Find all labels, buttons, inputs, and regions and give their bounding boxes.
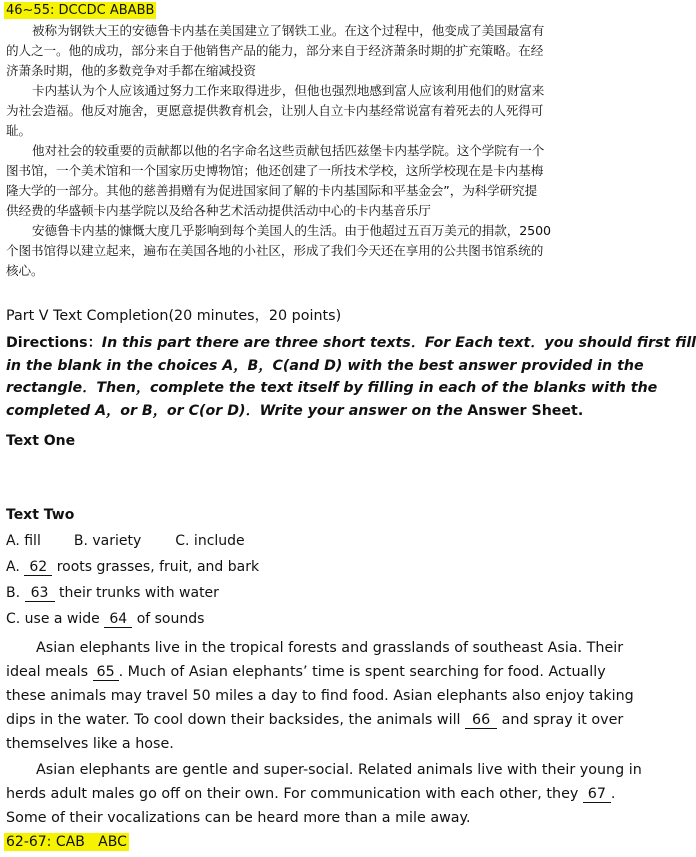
text-line: 耻。 [6,123,31,138]
text-line [6,782,616,806]
directions-line: rectangle．Then，complete the text itself by filling in each of the blanks with the [6,380,658,396]
text-line: 安德鲁卡内基的慷慨大度几乎影响到每个美国人的生活。由于他超过五百万美元的捐款，2500 [32,223,551,238]
text-line: 为社会造福。他反对施舍，更愿意提供教育机会，让别人自立卡内基经常说富有着死去的人死得可 [6,103,544,118]
part-title: Part V Text Completion(20 minutes，20 points) [6,308,342,324]
text-segment: dips in the water. To cool down their backsides, the animals will [6,712,461,728]
option-text: their trunks with water [58,585,219,601]
text-line: 济萧条时期，他的多数竞争对手都在缩减投资 [6,63,256,78]
text-line: themselves like a hose. [6,736,174,752]
option-text: roots grasses, fruit, and bark [56,559,260,575]
text-two-heading: Text Two [6,507,75,523]
chinese-paragraph-4 [6,221,594,281]
text-segment: ideal meals [6,664,89,680]
text-line: 的人之一。他的成功，部分来自于他销售产品的能力，部分来自于经济萧条时期的扩充策略。在经 [6,43,544,58]
text-line: 隆大学的一部分。其他的慈善捐赠有为促进国家间了解的卡内基国际和平基金会”，为科学研究提 [6,183,538,198]
option-label: B. [6,585,21,601]
option-label: C. use a wide [6,611,100,627]
text-line: 个图书馆得以建立起来，遍布在美国各地的小社区，形成了我们今天还在享用的公共图书馆系统的 [6,243,544,258]
highlighted-answers: 62-67: CAB ABC [6,834,127,850]
option-c [6,611,594,628]
text-segment: herds adult males go off on their own. For communication with each other, they [6,786,579,802]
blank-67: 67 [583,786,611,803]
elephant-paragraph-1 [6,636,634,756]
directions [6,332,696,422]
directions-line: completed A，or B，or C(or D)．Write your answer on the [6,402,463,419]
answer-key-62-67 [4,833,129,851]
text-line: these animals may travel 50 miles a day to find food. Asian elephants also enjoy taking [6,688,634,704]
blank-63: 63 [25,585,55,602]
choice-b: B. variety [73,533,142,549]
option-label: A. [6,559,20,575]
chinese-paragraph-3 [6,141,594,221]
blank-65: 65 [93,664,119,681]
text-line: 供经费的华盛顿卡内基学院以及给各种艺术活动提供活动中心的卡内基音乐厅 [6,203,431,218]
text-line: Asian elephants live in the tropical forests and grasslands of southeast Asia. Their [36,640,624,656]
text-line: Some of their vocalizations can be heard more than a mile away. [6,810,471,826]
word-choices [6,533,594,549]
choice-a: A. fill [6,533,41,549]
text-line: Asian elephants are gentle and super-social. Related animals live with their young in [36,762,642,778]
text-line: 卡内基认为个人应该通过努力工作来取得进步，但他也强烈地感到富人应该利用他们的财富来 [32,83,545,98]
text-line: 被称为钢铁大王的安德鲁卡内基在美国建立了钢铁工业。在这个过程中，他变成了美国最富有 [32,23,545,38]
elephant-paragraph-2 [6,758,642,830]
blank-62: 62 [24,559,52,576]
text-line: 图书馆，一个美术馆和一个国家历史博物馆；他还创建了一所技术学校，这所学校现在是卡内基梅 [6,163,544,178]
answer-key-46-55 [4,2,156,19]
choice-c: C. include [175,533,245,549]
directions-line: in the blank in the choices A，B，C(and D) with the best answer provided in the [6,357,644,374]
text-segment: . Much of Asian elephants’ time is spent searching for food. Actually [118,664,606,680]
text-segment: . [610,786,616,802]
answer-sheet-label: Answer Sheet. [467,402,584,419]
text-line: 他对社会的较重要的贡献都以他的名字命名这些贡献包括匹兹堡卡内基学院。这个学院有一个 [32,143,545,158]
text-segment: and spray it over [501,712,624,728]
text-line: 核心。 [6,263,44,278]
chinese-paragraph-2 [6,81,594,141]
directions-line: In this part there are three short texts．For Each text．you should first fill [101,335,696,351]
highlighted-answers: 46~55: DCCDC ABABB [6,3,155,18]
text-line [6,660,606,684]
chinese-paragraph-1 [6,21,594,81]
blank-64: 64 [104,611,132,628]
option-b [6,585,594,602]
option-a [6,559,594,576]
directions-label: Directions： [6,335,102,351]
text-line [6,708,624,732]
blank-66: 66 [465,712,497,729]
text-one-heading: Text One [6,433,76,449]
option-text: of sounds [136,611,205,627]
